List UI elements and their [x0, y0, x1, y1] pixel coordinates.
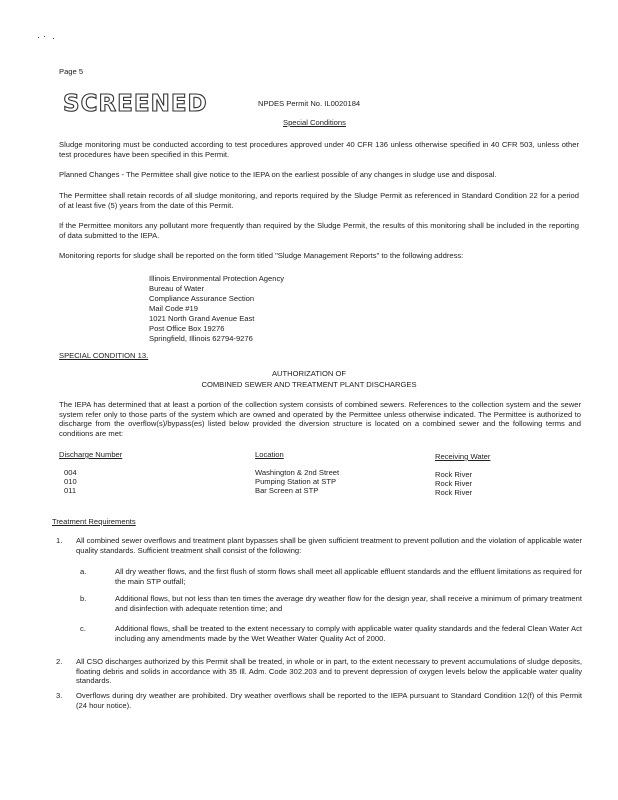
treatment-item-2: All CSO discharges authorized by this Permit shall be treated, in whole or in part, to the extent necessary to prevent accumulations of sludge deposits, floating debris and solids in accordance with 35 Ill. Adm. Code 302.203 and to prevent depression of oxygen levels below the applicable water quality standards. [76, 657, 582, 685]
discharge-number: 004 [64, 468, 77, 477]
address-line: Post Office Box 19276 [149, 324, 225, 333]
treatment-item-1: All combined sewer overflows and treatment plant bypasses shall be given sufficient treatment to prevent pollution and the violation of applicable water quality standards. Sufficient treatment shall consist of the following: [76, 536, 582, 555]
address-line: 1021 North Grand Avenue East [149, 314, 255, 323]
sub-item-letter: b. [80, 594, 87, 603]
location-header: Location [255, 450, 284, 459]
discharge-number-header: Discharge Number [59, 450, 123, 459]
discharge-location: Bar Screen at STP [255, 486, 319, 495]
discharge-number: 010 [64, 477, 77, 486]
address-line: Compliance Assurance Section [149, 294, 255, 303]
discharge-number: 011 [64, 486, 77, 495]
receiving-water-header: Receiving Water [435, 452, 491, 461]
scan-speck [38, 37, 39, 38]
planned-changes-paragraph: Planned Changes - The Permittee shall give notice to the IEPA on the earliest possible of any changes in sludge use and disposal. [59, 170, 497, 179]
item-number: 3. [56, 691, 63, 700]
sub-item-letter: a. [80, 567, 87, 576]
discharge-location: Pumping Station at STP [255, 477, 337, 486]
authorization-heading: AUTHORIZATION OF [271, 369, 347, 378]
condition-intro-paragraph: The IEPA has determined that at least a portion of the collection system consists of combined sewers. References to the collection system and the sewer system refer only to those parts of the system which are owned and operated by the Permittee unless otherwise indicated. The Permittee is authorized to discharge from the overflow(s)/bypass(es) listed below provided the diversion structure is located on a combined sewer and the following terms and conditions are met: [59, 400, 581, 438]
address-line: Illinois Environmental Protection Agency [149, 274, 285, 283]
discharge-location: Washington & 2nd Street [255, 468, 340, 477]
treatment-sub-item-b: Additional flows, but not less than ten times the average dry weather flow for the design year, shall receive a minimum of primary treatment and disinfection with adequate retention time; and [115, 594, 582, 613]
discharge-receiving-water: Rock River [435, 488, 473, 497]
more-frequently-paragraph: If the Permittee monitors any pollutant more frequently than required by the Sludge Permit, the results of this monitoring shall be included in the reporting of data submitted to the IEPA. [59, 221, 579, 240]
scan-speck [44, 36, 45, 37]
screened-stamp: SCREENED [63, 91, 208, 117]
monitoring-paragraph: Sludge monitoring must be conducted according to test procedures approved under 40 CFR 136 unless otherwise specified in 40 CFR 503, unless other test procedures have been specified in this Permit. [59, 140, 579, 159]
treatment-requirements-title: Treatment Requirements [52, 517, 136, 526]
page-number: Page 5 [59, 67, 84, 76]
special-conditions-title: Special Conditions [283, 118, 346, 127]
address-line: Mail Code #19 [149, 304, 198, 313]
item-number: 1. [56, 536, 63, 545]
discharge-receiving-water: Rock River [435, 479, 473, 488]
permit-number: NPDES Permit No. IL0020184 [258, 99, 361, 108]
treatment-sub-item-c: Additional flows, shall be treated to the extent necessary to comply with applicable water quality standards and the federal Clean Water Act including any amendments made by the Wet Weather Water Quality Act of 2000. [115, 624, 582, 643]
special-condition-label: SPECIAL CONDITION 13. [59, 351, 149, 360]
treatment-sub-item-a: All dry weather flows, and the first flush of storm flows shall meet all applicable effluent standards and the effluent limitations as required for the main STP outfall; [115, 567, 582, 586]
records-paragraph: The Permittee shall retain records of all sludge monitoring, and reports required by the Sludge Permit as referenced in Standard Condition 22 for a period of at least five (5) years from the date of this Permit. [59, 191, 579, 210]
reports-paragraph: Monitoring reports for sludge shall be reported on the form titled "Sludge Management Reports" to the following address: [59, 251, 464, 260]
item-number: 2. [56, 657, 63, 666]
address-line: Bureau of Water [149, 284, 205, 293]
scan-speck [53, 38, 54, 39]
combined-sewer-heading: COMBINED SEWER AND TREATMENT PLANT DISCHARGES [201, 380, 417, 389]
discharge-receiving-water: Rock River [435, 470, 473, 479]
treatment-item-3: Overflows during dry weather are prohibited. Dry weather overflows shall be reported to the IEPA pursuant to Standard Condition 12(f) of this Permit (24 hour notice). [76, 691, 582, 710]
address-line: Springfield, Illinois 62794-9276 [149, 334, 253, 343]
sub-item-letter: c. [80, 624, 86, 633]
